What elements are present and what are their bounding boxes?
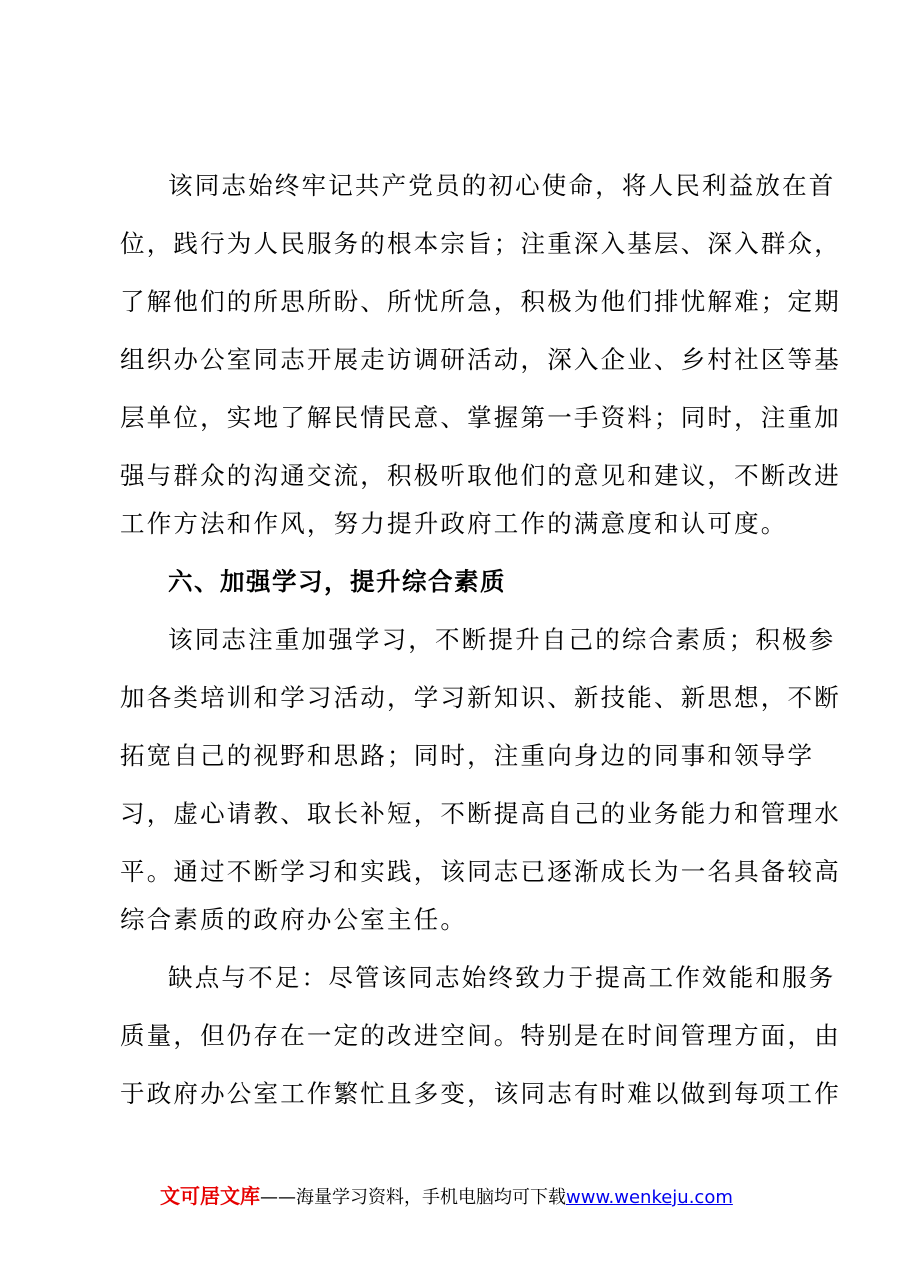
- paragraph-line: 质量，但仍存在一定的改进空间。特别是在时间管理方面，由: [120, 1021, 841, 1050]
- paragraph-line: 拓宽自己的视野和思路；同时，注重向身边的同事和领导学: [120, 741, 815, 770]
- paragraph-line: 该同志始终牢记共产党员的初心使命，将人民利益放在首: [168, 171, 836, 200]
- paragraph-line: 加各类培训和学习活动，学习新知识、新技能、新思想，不断: [120, 683, 841, 712]
- paragraph-line: 该同志注重加强学习，不断提升自己的综合素质；积极参: [168, 625, 836, 654]
- paragraph-line: 习，虚心请教、取长补短，不断提高自己的业务能力和管理水: [120, 799, 841, 828]
- paragraph-line: 层单位，实地了解民情民意、掌握第一手资料；同时，注重加: [120, 403, 841, 432]
- paragraph-line: 了解他们的所思所盼、所忧所急，积极为他们排忧解难；定期: [120, 287, 841, 316]
- section-heading: 六、加强学习，提升综合素质: [168, 567, 506, 596]
- footer-tagline: ——海量学习资料，手机电脑均可下载: [260, 1187, 566, 1208]
- footer-link[interactable]: www.wenkeju.com: [566, 1187, 733, 1208]
- paragraph-line: 综合素质的政府办公室主任。: [120, 905, 468, 934]
- paragraph-line: 缺点与不足：尽管该同志始终致力于提高工作效能和服务: [168, 963, 836, 992]
- paragraph-line: 于政府办公室工作繁忙且多变，该同志有时难以做到每项工作: [120, 1079, 841, 1108]
- footer-brand: 文可居文库: [160, 1184, 260, 1208]
- paragraph-line: 组织办公室同志开展走访调研活动，深入企业、乡村社区等基: [120, 345, 841, 374]
- paragraph-line: 工作方法和作风，努力提升政府工作的满意度和认可度。: [120, 509, 788, 538]
- paragraph-line: 平。通过不断学习和实践，该同志已逐渐成长为一名具备较高: [120, 857, 841, 886]
- page-footer: [160, 1183, 733, 1211]
- paragraph-line: 位，践行为人民服务的根本宗旨；注重深入基层、深入群众，: [120, 229, 841, 258]
- paragraph-line: 强与群众的沟通交流，积极听取他们的意见和建议，不断改进: [120, 461, 841, 490]
